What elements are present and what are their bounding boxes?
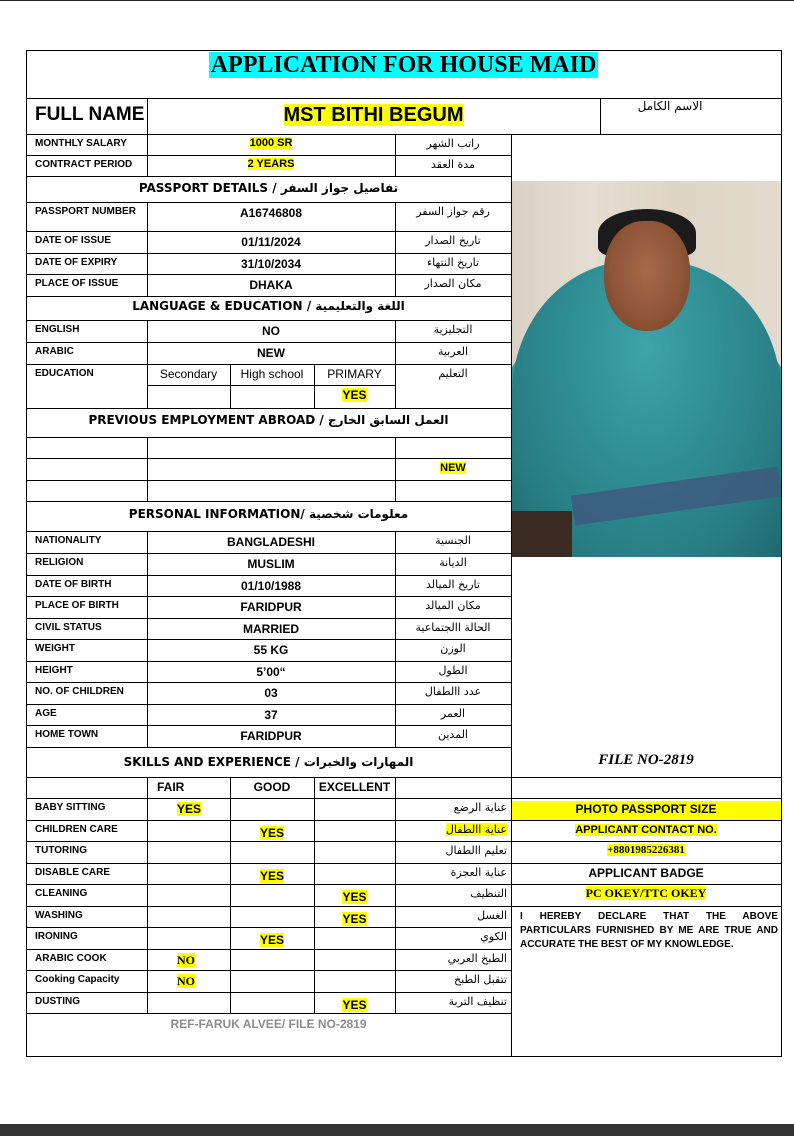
table-border xyxy=(26,704,511,705)
personal-label: HEIGHT xyxy=(35,665,73,676)
language-label: ARABIC xyxy=(35,346,74,357)
personal-arabic: تاريخ الميالد xyxy=(426,578,480,591)
personal-label: PLACE OF BIRTH xyxy=(35,600,119,611)
table-border xyxy=(26,661,511,662)
employment-status xyxy=(395,463,511,474)
table-border xyxy=(600,98,601,134)
table-border xyxy=(511,798,781,799)
skill-label: Cooking Capacity xyxy=(35,974,120,985)
table-border xyxy=(511,906,781,907)
skill-fair-value xyxy=(177,954,195,966)
table-border xyxy=(26,134,781,135)
language-value: NO xyxy=(262,324,280,338)
skill-good-value-highlight: YES xyxy=(259,869,284,883)
education-level: Secondary xyxy=(159,367,218,381)
personal-label: RELIGION xyxy=(35,557,84,568)
table-border xyxy=(147,437,148,501)
table-border xyxy=(26,618,511,619)
contract-value-highlight: 2 YEARS xyxy=(247,158,295,170)
full-name-label: FULL NAME xyxy=(35,104,145,125)
skill-label: WASHING xyxy=(35,910,83,921)
personal-arabic: مكان الميالد xyxy=(425,599,481,612)
personal-value: FARIDPUR xyxy=(240,600,302,614)
table-border xyxy=(230,364,231,408)
table-border xyxy=(147,98,148,134)
skill-fair-value-highlight: NO xyxy=(177,953,195,967)
top-edge xyxy=(0,0,794,1)
table-border xyxy=(26,458,511,459)
contract-label: CONTRACT PERIOD xyxy=(35,159,133,170)
passport-arabic: رقم جواز السفر xyxy=(416,205,490,218)
personal-value: BANGLADESHI xyxy=(226,535,315,549)
table-border xyxy=(26,884,511,885)
photo-size-label: PHOTO PASSPORT SIZE xyxy=(575,802,717,816)
file-number: FILE NO-2819 xyxy=(598,752,694,768)
language-arabic: العربية xyxy=(437,345,469,358)
table-border xyxy=(26,202,511,203)
skill-excellent-value xyxy=(314,891,395,903)
employment-heading: PREVIOUS EMPLOYMENT ABROAD / العمل السابق الخارج xyxy=(88,413,449,427)
table-border xyxy=(26,798,511,799)
skill-fair-value-highlight: NO xyxy=(177,974,195,988)
table-border xyxy=(147,777,148,1013)
skill-column-header: FAIR xyxy=(157,780,185,794)
skill-arabic: الطبخ العربي xyxy=(447,952,507,965)
education-value xyxy=(314,389,395,401)
language-heading: LANGUAGE & EDUCATION / اللغة والتعليمية xyxy=(132,299,405,313)
table-border xyxy=(395,134,396,176)
skill-column-header: EXCELLENT xyxy=(318,780,391,794)
table-border xyxy=(26,553,511,554)
personal-value: 03 xyxy=(264,686,278,700)
skill-label: BABY SITTING xyxy=(35,802,106,813)
contact-value: +8801985226381 xyxy=(607,844,685,856)
table-border xyxy=(26,820,511,821)
contract-arabic: راتب الشهر xyxy=(426,137,480,150)
table-border xyxy=(26,725,511,726)
badge-value: PC OKEY/TTC OKEY xyxy=(585,886,707,900)
skill-fair-value xyxy=(177,803,201,815)
personal-value: 55 KG xyxy=(253,643,289,657)
table-border xyxy=(395,777,396,1013)
skill-label: DUSTING xyxy=(35,996,80,1007)
personal-label: HOME TOWN xyxy=(35,729,99,740)
table-border xyxy=(395,437,396,501)
table-border xyxy=(26,274,511,275)
personal-arabic: الوزن xyxy=(440,642,466,655)
skill-label: CLEANING xyxy=(35,888,88,899)
table-border xyxy=(26,777,511,778)
table-border xyxy=(147,320,148,408)
personal-arabic: المدين xyxy=(438,728,468,741)
personal-value: MUSLIM xyxy=(247,557,295,571)
skill-label: TUTORING xyxy=(35,845,88,856)
contract-label: MONTHLY SALARY xyxy=(35,138,127,149)
personal-label: WEIGHT xyxy=(35,643,75,654)
table-border xyxy=(26,408,511,409)
passport-label: PLACE OF ISSUE xyxy=(35,278,119,289)
table-border xyxy=(26,639,511,640)
skill-arabic xyxy=(395,824,507,835)
table-border xyxy=(26,296,511,297)
personal-heading: PERSONAL INFORMATION/ معلومات شخصية xyxy=(128,507,409,521)
table-border xyxy=(26,575,511,576)
full-name-value: MST BITHI BEGUM xyxy=(283,104,464,126)
language-value: NEW xyxy=(257,346,285,360)
passport-label: PASSPORT NUMBER xyxy=(35,206,136,217)
skill-arabic: عناية العجزة xyxy=(450,866,507,879)
table-border xyxy=(26,927,511,928)
table-border xyxy=(26,437,511,438)
skill-label: DISABLE CARE xyxy=(35,867,111,878)
table-border xyxy=(26,841,511,842)
education-arabic: التعليم xyxy=(438,367,468,380)
table-border xyxy=(26,596,511,597)
table-border xyxy=(395,531,396,747)
skill-excellent-value-highlight: YES xyxy=(342,890,367,904)
table-border xyxy=(26,970,511,971)
table-border xyxy=(26,682,511,683)
table-border xyxy=(314,364,315,408)
personal-arabic: الحالة االجتماعية xyxy=(415,621,491,634)
skill-arabic: الكوي xyxy=(480,930,507,943)
personal-arabic: العمر xyxy=(440,707,466,720)
language-arabic: التجليزية xyxy=(433,323,473,336)
personal-label: AGE xyxy=(35,708,57,719)
passport-value: A16746808 xyxy=(239,206,303,220)
skills-heading: SKILLS AND EXPERIENCE / المهارات والخبرات xyxy=(123,755,414,769)
education-level: High school xyxy=(240,367,304,381)
applicant-photo xyxy=(512,181,781,557)
contract-value xyxy=(147,138,395,149)
skill-excellent-value-highlight: YES xyxy=(342,912,367,926)
form-title: APPLICATION FOR HOUSE MAID xyxy=(210,52,597,78)
contract-arabic: مدة العقد xyxy=(431,158,475,171)
skill-excellent-value-highlight: YES xyxy=(342,998,367,1012)
skill-good-value-highlight: YES xyxy=(259,933,284,947)
table-border xyxy=(26,364,511,365)
table-border xyxy=(230,777,231,1013)
table-border xyxy=(26,1013,511,1014)
skill-arabic: تتقبل الطبخ xyxy=(454,973,507,986)
personal-label: DATE OF BIRTH xyxy=(35,579,112,590)
passport-value: 01/11/2024 xyxy=(241,235,301,249)
passport-arabic: تاريخ النتهاء xyxy=(426,256,480,269)
skill-fair-value-highlight: YES xyxy=(177,802,202,816)
passport-arabic: تاريخ الصدار xyxy=(425,234,481,247)
skill-label: ARABIC COOK xyxy=(35,953,107,964)
skill-arabic-highlight: عناية االطفال xyxy=(445,823,507,836)
passport-label: DATE OF EXPIRY xyxy=(35,257,118,268)
table-border xyxy=(395,202,396,296)
table-border xyxy=(147,134,148,176)
table-border xyxy=(26,863,511,864)
contract-value-highlight: 1000 SR xyxy=(249,137,293,149)
skill-arabic: الغسل xyxy=(477,909,507,922)
personal-value: 37 xyxy=(264,708,278,722)
table-border xyxy=(26,342,511,343)
table-border xyxy=(26,231,511,232)
table-border xyxy=(147,531,148,747)
education-value-highlight: YES xyxy=(342,388,367,402)
personal-arabic: الديانة xyxy=(439,556,467,569)
table-border xyxy=(147,385,395,386)
personal-value: MARRIED xyxy=(243,622,299,636)
table-border xyxy=(511,884,781,885)
skill-arabic: تنظيف التربة xyxy=(448,995,507,1008)
passport-arabic: مكان الصدار xyxy=(424,277,482,290)
language-label: ENGLISH xyxy=(35,324,80,335)
skill-good-value xyxy=(230,870,314,882)
skill-arabic: عناية الرضع xyxy=(453,801,507,814)
passport-heading: PASSPORT DETAILS / تفاصيل جواز السفر xyxy=(138,181,399,195)
table-border xyxy=(26,531,511,532)
personal-label: NO. OF CHILDREN xyxy=(35,686,124,697)
table-border xyxy=(395,320,396,408)
skill-good-value xyxy=(230,827,314,839)
side-column-border xyxy=(511,134,512,1056)
skill-fair-value xyxy=(177,975,195,987)
reference-text: REF-FARUK ALVEE/ FILE NO-2819 xyxy=(170,1017,367,1031)
personal-label: CIVIL STATUS xyxy=(35,622,102,633)
table-border xyxy=(26,253,511,254)
skill-good-value xyxy=(230,934,314,946)
outer-border-top xyxy=(26,50,782,51)
skill-excellent-value xyxy=(314,999,395,1011)
contact-label: APPLICANT CONTACT NO. xyxy=(575,824,717,836)
table-border xyxy=(26,906,511,907)
passport-value: 31/10/2034 xyxy=(240,257,302,271)
skill-arabic: تعليم االطفال xyxy=(445,844,507,857)
personal-value: FARIDPUR xyxy=(240,729,302,743)
employment-status-highlight: NEW xyxy=(440,462,466,474)
personal-value: 5’00“ xyxy=(256,665,286,679)
table-border xyxy=(511,777,781,778)
education-level: PRIMARY xyxy=(327,367,382,381)
skill-excellent-value xyxy=(314,913,395,925)
full-name-arabic: الاسم الكامل xyxy=(637,99,703,113)
declaration-text: I HEREBY DECLARE THAT THE ABOVE PARTICULARS FURNISHED BY ME ARE TRUE AND ACCURATE THE BEST OF MY KNOWLEDGE. xyxy=(520,911,778,950)
row-border xyxy=(26,98,781,99)
table-border xyxy=(26,501,511,502)
skill-arabic: التنظيف xyxy=(470,887,507,900)
table-border xyxy=(511,820,781,821)
personal-value: 01/10/1988 xyxy=(240,579,302,593)
contract-value xyxy=(147,159,395,170)
table-border xyxy=(314,777,315,1013)
personal-label: NATIONALITY xyxy=(35,535,102,546)
outer-border-bottom xyxy=(26,1056,782,1057)
passport-label: DATE OF ISSUE xyxy=(35,235,111,246)
table-border xyxy=(26,992,511,993)
outer-border-right xyxy=(781,50,782,1057)
passport-value: DHAKA xyxy=(249,278,293,292)
bottom-bar xyxy=(0,1124,794,1136)
skill-label: CHILDREN CARE xyxy=(35,824,118,835)
table-border xyxy=(511,841,781,842)
personal-arabic: الطول xyxy=(438,664,468,677)
personal-arabic: الجنسية xyxy=(435,534,471,547)
table-border xyxy=(147,202,148,296)
badge-label: APPLICANT BADGE xyxy=(588,866,704,880)
skill-column-header: GOOD xyxy=(253,780,291,794)
table-border xyxy=(26,320,511,321)
personal-arabic: عدد االطفال xyxy=(424,685,482,698)
education-label: EDUCATION xyxy=(35,368,94,379)
table-border xyxy=(26,176,511,177)
table-border xyxy=(26,155,511,156)
table-border xyxy=(26,949,511,950)
skill-label: IRONING xyxy=(35,931,78,942)
table-border xyxy=(26,747,511,748)
table-border xyxy=(511,863,781,864)
table-border xyxy=(26,480,511,481)
skill-good-value-highlight: YES xyxy=(259,826,284,840)
